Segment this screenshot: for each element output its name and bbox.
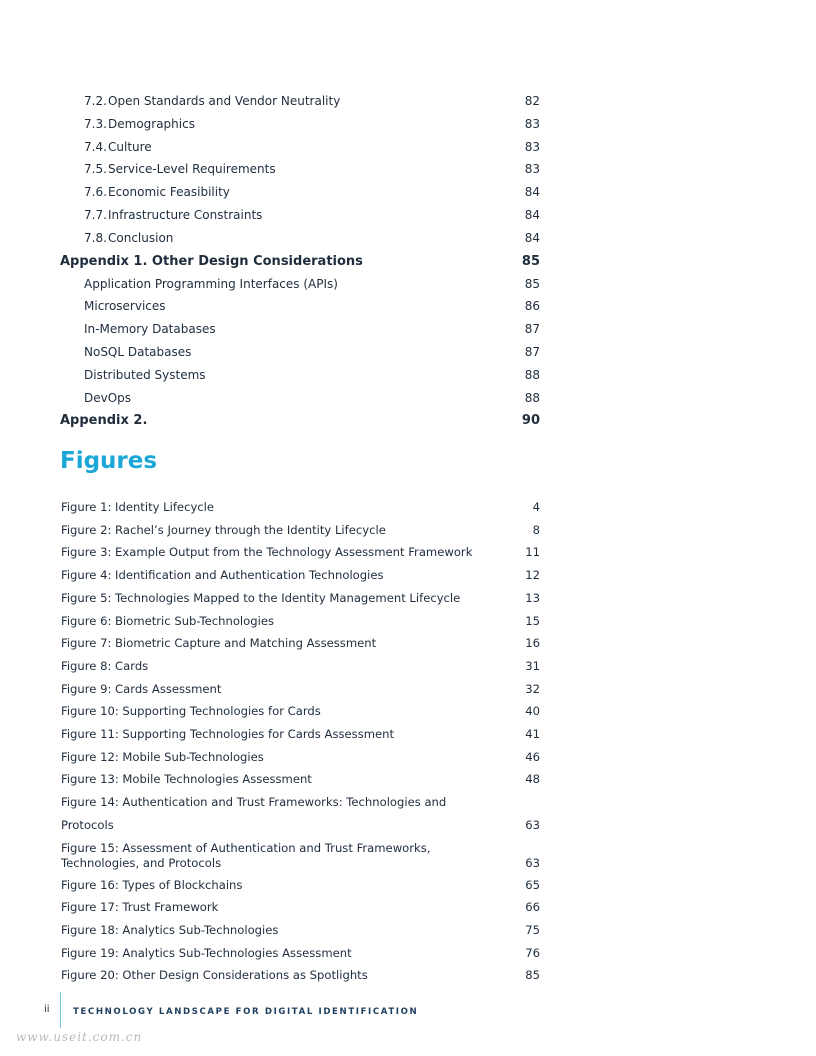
figure-entry[interactable]: [61, 564, 540, 587]
toc-entry-title: [84, 273, 338, 296]
figure-entry-label: Figure 14: Authentication and Trust Frameworks: Technologies and Protocols: [61, 795, 447, 832]
toc-entry-title: [84, 227, 173, 250]
figure-entry-page: 12: [525, 568, 540, 583]
toc-entry-label: Open Standards and Vendor Neutrality: [108, 94, 341, 108]
toc-entry-label: Demographics: [108, 116, 195, 131]
figure-entry-label: Figure 15: Assessment of Authentication and Trust Frameworks, Technologies, and Protocols: [61, 840, 431, 870]
toc-entry-page: 84: [524, 207, 540, 222]
figure-entry-label: Figure 19: Analytics Sub-Technologies Assessment: [61, 945, 352, 960]
toc-entry-number: 7.5.: [84, 162, 107, 177]
table-of-contents: [60, 90, 540, 432]
figure-entry-page: 13: [525, 590, 540, 605]
figure-entry[interactable]: [61, 541, 540, 564]
figure-entry-page: 32: [525, 681, 540, 696]
figure-entry-page: 15: [525, 613, 540, 628]
toc-entry-title: [84, 364, 206, 387]
toc-entry[interactable]: [60, 227, 540, 250]
figure-entry[interactable]: [61, 519, 540, 542]
toc-entry-title: [84, 90, 340, 113]
figures-heading: Figures: [60, 448, 158, 474]
figure-entry[interactable]: [61, 610, 540, 633]
toc-entry-title: [84, 341, 191, 364]
toc-entry-title: [84, 295, 166, 318]
figure-entry[interactable]: [61, 700, 540, 723]
figure-entry-page: 16: [525, 636, 540, 651]
toc-entry-number: 7.6.: [84, 185, 107, 200]
page-number: ii: [44, 1004, 50, 1015]
toc-entry-title: [84, 318, 216, 341]
toc-entry-number: 7.3.: [84, 116, 107, 131]
list-of-figures: [61, 496, 540, 987]
toc-entry-page: 88: [524, 367, 540, 382]
toc-entry-number: 7.7.: [84, 207, 107, 222]
toc-entry-page: 86: [524, 299, 540, 314]
toc-entry-main[interactable]: [60, 409, 540, 432]
figure-entry[interactable]: [61, 678, 540, 701]
figure-entry-label: Figure 17: Trust Framework: [61, 900, 219, 915]
toc-entry-main[interactable]: [60, 250, 540, 273]
toc-entry-page: 83: [524, 139, 540, 154]
toc-entry-label: Economic Feasibility: [108, 185, 230, 200]
figure-entry-page: 85: [525, 968, 540, 983]
toc-entry-label: Service-Level Requirements: [108, 162, 276, 177]
figure-entry-page: 48: [525, 772, 540, 787]
toc-entry-page: 85: [521, 253, 540, 269]
figure-entry-page: 63: [525, 817, 540, 832]
toc-entry-page: 84: [524, 185, 540, 200]
figure-entry-page: 8: [532, 522, 540, 537]
figure-entry-label: Figure 4: Identification and Authentication Technologies: [61, 568, 384, 583]
toc-entry-label: Culture: [108, 139, 152, 154]
toc-entry[interactable]: [60, 181, 540, 204]
figure-entry[interactable]: [61, 632, 540, 655]
watermark: www.useit.com.cn: [16, 1030, 143, 1044]
toc-entry[interactable]: [60, 364, 540, 387]
toc-entry-label: NoSQL Databases: [84, 344, 192, 359]
toc-entry-label: Appendix 1. Other Design Considerations: [60, 253, 363, 269]
figure-entry-page: 46: [525, 749, 540, 764]
toc-entry[interactable]: [60, 387, 540, 410]
figure-entry[interactable]: [61, 874, 540, 897]
toc-entry-title: [84, 113, 195, 136]
figure-entry-page: 63: [525, 855, 540, 870]
figure-entry-label: Figure 6: Biometric Sub-Technologies: [61, 613, 274, 628]
figure-entry-page: 11: [525, 545, 540, 560]
toc-entry-page: 90: [521, 413, 540, 429]
figure-entry[interactable]: [61, 964, 540, 987]
toc-entry-page: 83: [524, 162, 540, 177]
figure-entry-page: 66: [525, 900, 540, 915]
toc-entry[interactable]: [60, 90, 540, 113]
toc-entry-label: In-Memory Databases: [84, 322, 216, 337]
figure-entry[interactable]: [61, 768, 540, 791]
figure-entry-label: Figure 10: Supporting Technologies for Cards: [61, 704, 321, 719]
figure-entry-page: 4: [532, 500, 540, 514]
toc-entry-title: [84, 158, 276, 181]
toc-entry[interactable]: [60, 295, 540, 318]
toc-entry-number: 7.4.: [84, 139, 107, 154]
toc-entry[interactable]: [60, 318, 540, 341]
page-footer: [0, 992, 816, 1032]
toc-entry-title: [60, 250, 363, 273]
running-title: TECHNOLOGY LANDSCAPE FOR DIGITAL IDENTIFICATION: [73, 1007, 419, 1017]
figure-entry-page: 31: [525, 658, 540, 673]
toc-entry-title: [84, 136, 152, 159]
figure-entry-label: Figure 5: Technologies Mapped to the Identity Management Lifecycle: [61, 590, 461, 605]
figure-entry[interactable]: [61, 837, 540, 874]
figure-entry[interactable]: [61, 791, 540, 836]
toc-entry-label: Distributed Systems: [84, 367, 206, 382]
footer-divider: [60, 992, 61, 1028]
toc-entry[interactable]: [60, 341, 540, 364]
toc-entry-page: 87: [524, 322, 540, 337]
figure-entry[interactable]: [61, 896, 540, 919]
toc-entry-number: 7.2.: [84, 94, 107, 108]
figure-entry-page: 40: [525, 704, 540, 719]
figure-entry-page: 41: [525, 727, 540, 742]
toc-entry[interactable]: [60, 113, 540, 136]
figure-entry[interactable]: [61, 919, 540, 942]
figure-entry-label: Figure 18: Analytics Sub-Technologies: [61, 922, 279, 937]
figure-entry-label: Figure 11: Supporting Technologies for Cards Assessment: [61, 727, 395, 742]
figure-entry[interactable]: [61, 746, 540, 769]
figure-entry-label: Figure 16: Types of Blockchains: [61, 877, 243, 892]
toc-entry-number: 7.8.: [84, 230, 107, 245]
figure-entry-label: Figure 13: Mobile Technologies Assessment: [61, 772, 312, 787]
toc-entry-label: Infrastructure Constraints: [108, 207, 263, 222]
toc-entry-label: DevOps: [84, 390, 132, 405]
toc-entry-page: 82: [524, 94, 540, 108]
toc-entry[interactable]: [60, 273, 540, 296]
toc-entry[interactable]: [60, 158, 540, 181]
toc-entry-label: Microservices: [84, 299, 166, 314]
figure-entry-page: 75: [525, 922, 540, 937]
toc-entry-label: Conclusion: [108, 230, 174, 245]
toc-entry-page: 88: [524, 390, 540, 405]
toc-entry-page: 87: [524, 344, 540, 359]
toc-entry-title: [84, 204, 262, 227]
figure-entry-label: Figure 1: Identity Lifecycle: [61, 500, 215, 514]
figure-entry-label: Figure 9: Cards Assessment: [61, 681, 222, 696]
figure-entry-label: Figure 2: Rachel’s Journey through the Identity Lifecycle: [61, 522, 386, 537]
toc-entry[interactable]: [60, 136, 540, 159]
toc-entry-label: Application Programming Interfaces (APIs): [84, 276, 338, 291]
figure-entry-label: Figure 8: Cards: [61, 658, 149, 673]
toc-entry-page: 84: [524, 230, 540, 245]
toc-entry-title: [60, 409, 147, 432]
toc-entry-page: 83: [524, 116, 540, 131]
figure-entry-label: Figure 3: Example Output from the Technology Assessment Framework: [61, 545, 473, 560]
figure-entry[interactable]: [61, 496, 540, 519]
figure-entry[interactable]: [61, 942, 540, 965]
figure-entry-page: 65: [525, 877, 540, 892]
figure-entry-label: Figure 12: Mobile Sub-Technologies: [61, 749, 264, 764]
toc-entry-label: Appendix 2.: [60, 413, 148, 429]
toc-entry-title: [84, 387, 131, 410]
toc-entry-page: 85: [524, 276, 540, 291]
figure-entry[interactable]: [61, 587, 540, 610]
figure-entry[interactable]: [61, 655, 540, 678]
toc-entry[interactable]: [60, 204, 540, 227]
figure-entry[interactable]: [61, 723, 540, 746]
figure-entry-label: Figure 7: Biometric Capture and Matching Assessment: [61, 636, 377, 651]
figure-entry-page: 76: [525, 945, 540, 960]
toc-entry-title: [84, 181, 230, 204]
figure-entry-label: Figure 20: Other Design Considerations as Spotlights: [61, 968, 368, 983]
